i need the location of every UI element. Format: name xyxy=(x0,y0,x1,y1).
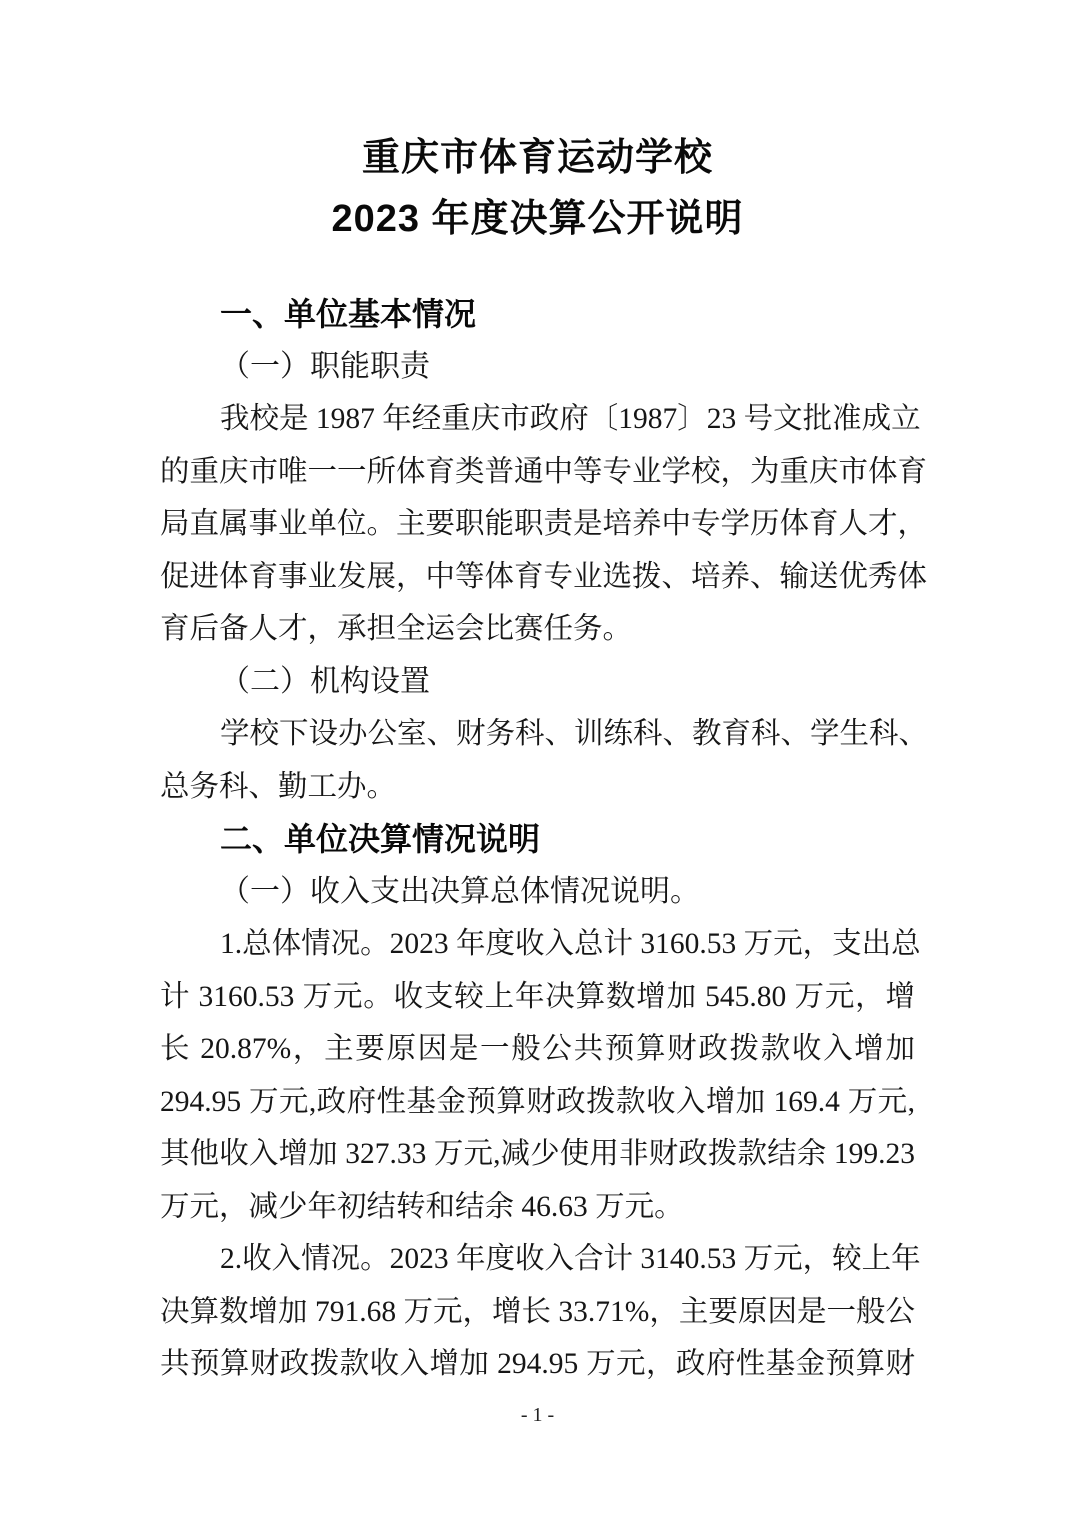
paragraph-line: 294.95 万元,政府性基金预算财政拨款收入增加 169.4 万元, xyxy=(160,1085,915,1118)
title-line-2: 2023 年度决算公开说明 xyxy=(331,198,744,240)
paragraph-line: 学校下设办公室、财务科、训练科、教育科、学生科、 xyxy=(220,718,929,750)
paragraph-line: 长 20.87%，主要原因是一般公共预算财政拨款收入增加 xyxy=(160,1033,915,1065)
document-body xyxy=(160,288,929,1391)
paragraph-line: 我校是 1987 年经重庆市政府〔1987〕23 号文批准成立 xyxy=(220,403,921,435)
paragraph-line: 局直属事业单位。主要职能职责是培养中专学历体育人才， xyxy=(160,508,928,540)
paragraph-line: 总务科、勤工办。 xyxy=(160,770,397,803)
paragraph-line: 的重庆市唯一一所体育类普通中等专业学校，为重庆市体育 xyxy=(160,455,928,488)
document-title xyxy=(160,128,915,250)
section-heading-1: 一、单位基本情况 xyxy=(220,296,477,332)
subsection-heading-duties: （一）职能职责 xyxy=(220,349,430,383)
title-line-1: 重庆市体育运动学校 xyxy=(361,137,713,179)
paragraph-line: 万元，减少年初结转和结余 46.63 万元。 xyxy=(160,1190,684,1223)
subsection-heading-overview: （一）收入支出决算总体情况说明。 xyxy=(220,874,700,908)
page-number: - 1 - xyxy=(520,1404,555,1426)
paragraph-line: 促进体育事业发展，中等体育专业选拨、培养、输送优秀体 xyxy=(160,560,928,593)
section-heading-2: 二、单位决算情况说明 xyxy=(220,821,541,857)
subsection-heading-structure: （二）机构设置 xyxy=(220,664,430,698)
paragraph-line: 其他收入增加 327.33 万元,减少使用非财政拨款结余 199.23 xyxy=(160,1138,915,1170)
paragraph-line: 2.收入情况。2023 年度收入合计 3140.53 万元，较上年 xyxy=(220,1243,921,1275)
paragraph-line: 共预算财政拨款收入增加 294.95 万元，政府性基金预算财 xyxy=(160,1348,915,1380)
paragraph-line: 计 3160.53 万元。收支较上年决算数增加 545.80 万元，增 xyxy=(160,980,915,1013)
paragraph-line: 育后备人才，承担全运会比赛任务。 xyxy=(160,613,633,645)
paragraph-line: 1.总体情况。2023 年度收入总计 3160.53 万元，支出总 xyxy=(220,928,921,960)
paragraph-line: 决算数增加 791.68 万元，增长 33.71%，主要原因是一般公 xyxy=(160,1295,915,1328)
